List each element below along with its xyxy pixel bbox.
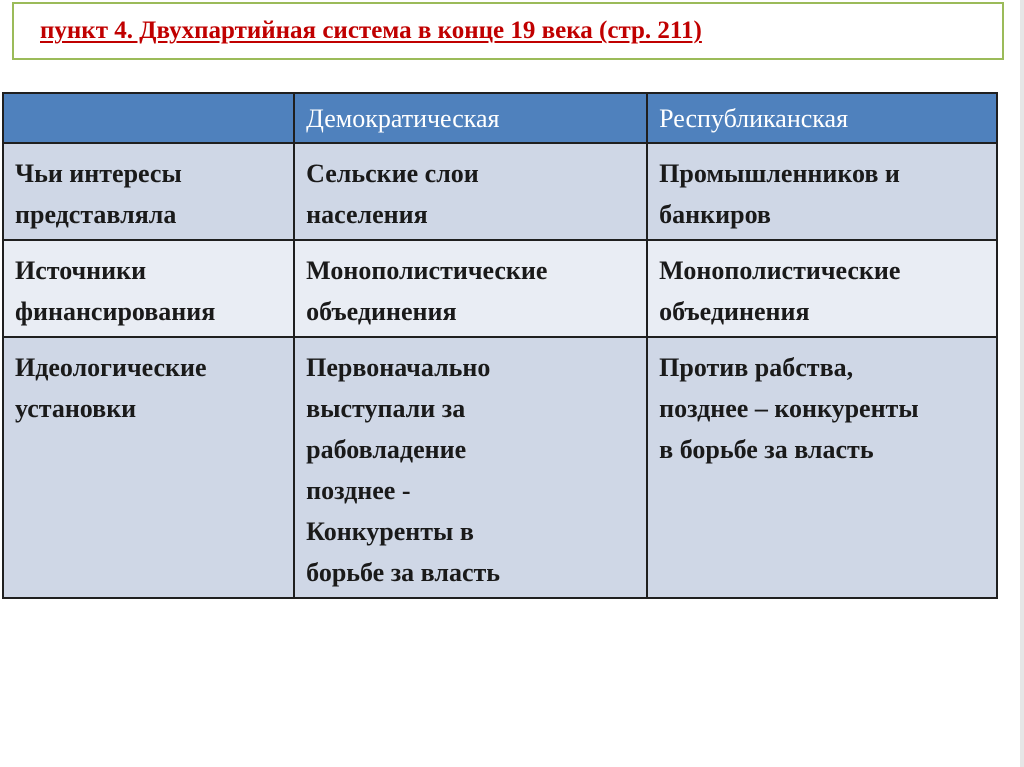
- header-republican: Республиканская: [647, 93, 997, 143]
- slide-title: пункт 4. Двухпартийная система в конце 19 века (стр. 211): [40, 17, 702, 44]
- title-box: [12, 2, 1004, 60]
- democratic-cell: [294, 337, 647, 598]
- democratic-cell: [294, 240, 647, 337]
- table-header-row: [3, 93, 997, 143]
- row-label-text: Источники финансирования: [15, 256, 216, 326]
- row-label: [3, 337, 294, 598]
- democratic-text: Сельские слои населения: [306, 159, 479, 229]
- row-label-text: Идеологические установки: [15, 353, 207, 423]
- row-label: [3, 143, 294, 240]
- republican-text: Монополистические объединения: [659, 256, 901, 326]
- row-label-text: Чьи интересы представляла: [15, 159, 182, 229]
- republican-cell: [647, 337, 997, 598]
- democratic-text: Первоначально выступали за рабовладение позднее - Конкуренты в борьбе за власть: [306, 353, 501, 587]
- democratic-text: Монополистические объединения: [306, 256, 548, 326]
- header-democratic: Демократическая: [294, 93, 647, 143]
- header-empty-cell: [3, 93, 294, 143]
- republican-cell: [647, 240, 997, 337]
- slide-edge: [1020, 0, 1024, 767]
- table-row: [3, 143, 997, 240]
- row-label: [3, 240, 294, 337]
- republican-text: Промышленников и банкиров: [659, 159, 900, 229]
- republican-cell: [647, 143, 997, 240]
- table-row: [3, 337, 997, 598]
- republican-text: Против рабства, позднее – конкуренты в борьбе за власть: [659, 353, 919, 464]
- table-row: [3, 240, 997, 337]
- democratic-cell: [294, 143, 647, 240]
- comparison-table: [2, 92, 998, 599]
